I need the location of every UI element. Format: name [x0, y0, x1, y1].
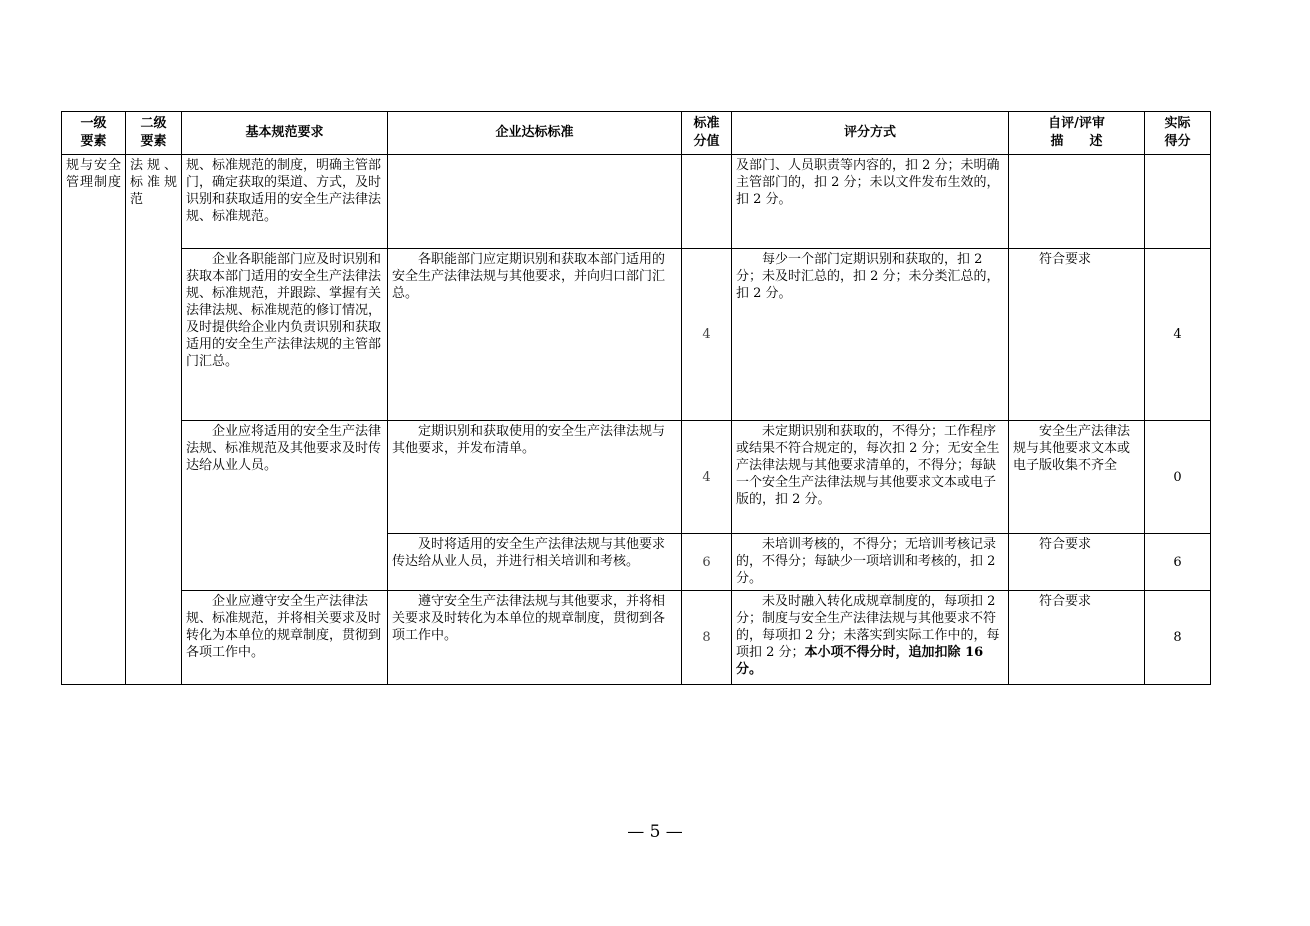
header-row: [62, 112, 1211, 155]
actual-score-cell: [1145, 155, 1211, 249]
header-level1: 一级 要素: [62, 112, 126, 155]
scoring-cell: 未定期识别和获取的，不得分；工作程序或结果不符合规定的，每次扣 2 分；无安全生产法律法规与其他要求清单的，不得分；每缺一个安全生产法律法规与其他要求文本或电子版的，扣 2 分。: [732, 421, 1009, 534]
basic-req-cell: 企业应将适用的安全生产法律法规、标准规范及其他要求及时传达给从业人员。: [182, 421, 388, 591]
header-level2: 二级 要素: [126, 112, 182, 155]
std-score-cell: [682, 155, 732, 249]
std-score-cell: 4: [682, 421, 732, 534]
table-row: [62, 155, 1211, 249]
actual-score-cell: 0: [1145, 421, 1211, 534]
self-eval-cell: 符合要求: [1009, 591, 1145, 685]
page-number: — 5 —: [627, 822, 683, 842]
scoring-cell: 及部门、人员职责等内容的，扣 2 分；未明确主管部门的，扣 2 分；未以文件发布生效的，扣 2 分。: [732, 155, 1009, 249]
std-score-cell: 8: [682, 591, 732, 685]
self-eval-cell: 安全生产法律法规与其他要求文本或电子版收集不齐全: [1009, 421, 1145, 534]
self-eval-cell: [1009, 155, 1145, 249]
header-basic-req: 基本规范要求: [182, 112, 388, 155]
std-score-cell: 6: [682, 534, 732, 591]
table-row: [62, 249, 1211, 421]
scoring-cell: 未培训考核的，不得分；无培训考核记录的，不得分；每缺少一项培训和考核的，扣 2 分。: [732, 534, 1009, 591]
header-self-eval: 自评/评审 描 述: [1009, 112, 1145, 155]
standard-cell: 各职能部门应定期识别和获取本部门适用的安全生产法律法规与其他要求，并向归口部门汇总。: [388, 249, 682, 421]
std-score-cell: 4: [682, 249, 732, 421]
level1-cell: 规与安全管理制度: [62, 155, 126, 685]
header-scoring: 评分方式: [732, 112, 1009, 155]
self-eval-cell: 符合要求: [1009, 534, 1145, 591]
scoring-bold-text: 本小项不得分时，追加扣除 16 分。: [736, 645, 984, 677]
scoring-text: 未及时融入转化成规章制度的，每项扣 2 分；制度与安全生产法律法规与其他要求不符的，每项扣 2 分；未落实到实际工作中的，每项扣 2 分；: [736, 594, 1000, 660]
basic-req-cell: 规、标准规范的制度，明确主管部门，确定获取的渠道、方式，及时识别和获取适用的安全生产法律法规、标准规范。: [182, 155, 388, 249]
standard-cell: [388, 155, 682, 249]
level2-cell: 法规、标准规范: [126, 155, 182, 685]
self-eval-cell: 符合要求: [1009, 249, 1145, 421]
basic-req-cell: 企业各职能部门应及时识别和获取本部门适用的安全生产法律法规、标准规范，并跟踪、掌握有关法律法规、标准规范的修订情况，及时提供给企业内负责识别和获取适用的安全生产法律法规的主管部门汇总。: [182, 249, 388, 421]
scoring-cell: 每少一个部门定期识别和获取的，扣 2 分；未及时汇总的，扣 2 分；未分类汇总的，扣 2 分。: [732, 249, 1009, 421]
header-standard: 企业达标标准: [388, 112, 682, 155]
standard-cell: 定期识别和获取使用的安全生产法律法规与其他要求，并发布清单。: [388, 421, 682, 534]
header-actual: 实际 得分: [1145, 112, 1211, 155]
table-row: [62, 421, 1211, 534]
standard-cell: 遵守安全生产法律法规与其他要求，并将相关要求及时转化为本单位的规章制度，贯彻到各项工作中。: [388, 591, 682, 685]
evaluation-table: [61, 111, 1211, 685]
actual-score-cell: 6: [1145, 534, 1211, 591]
header-std-score: 标准 分值: [682, 112, 732, 155]
table-row: [62, 591, 1211, 685]
basic-req-cell: 企业应遵守安全生产法律法规、标准规范，并将相关要求及时转化为本单位的规章制度，贯彻到各项工作中。: [182, 591, 388, 685]
standard-cell: 及时将适用的安全生产法律法规与其他要求传达给从业人员，并进行相关培训和考核。: [388, 534, 682, 591]
actual-score-cell: 4: [1145, 249, 1211, 421]
scoring-cell: [732, 591, 1009, 685]
actual-score-cell: 8: [1145, 591, 1211, 685]
